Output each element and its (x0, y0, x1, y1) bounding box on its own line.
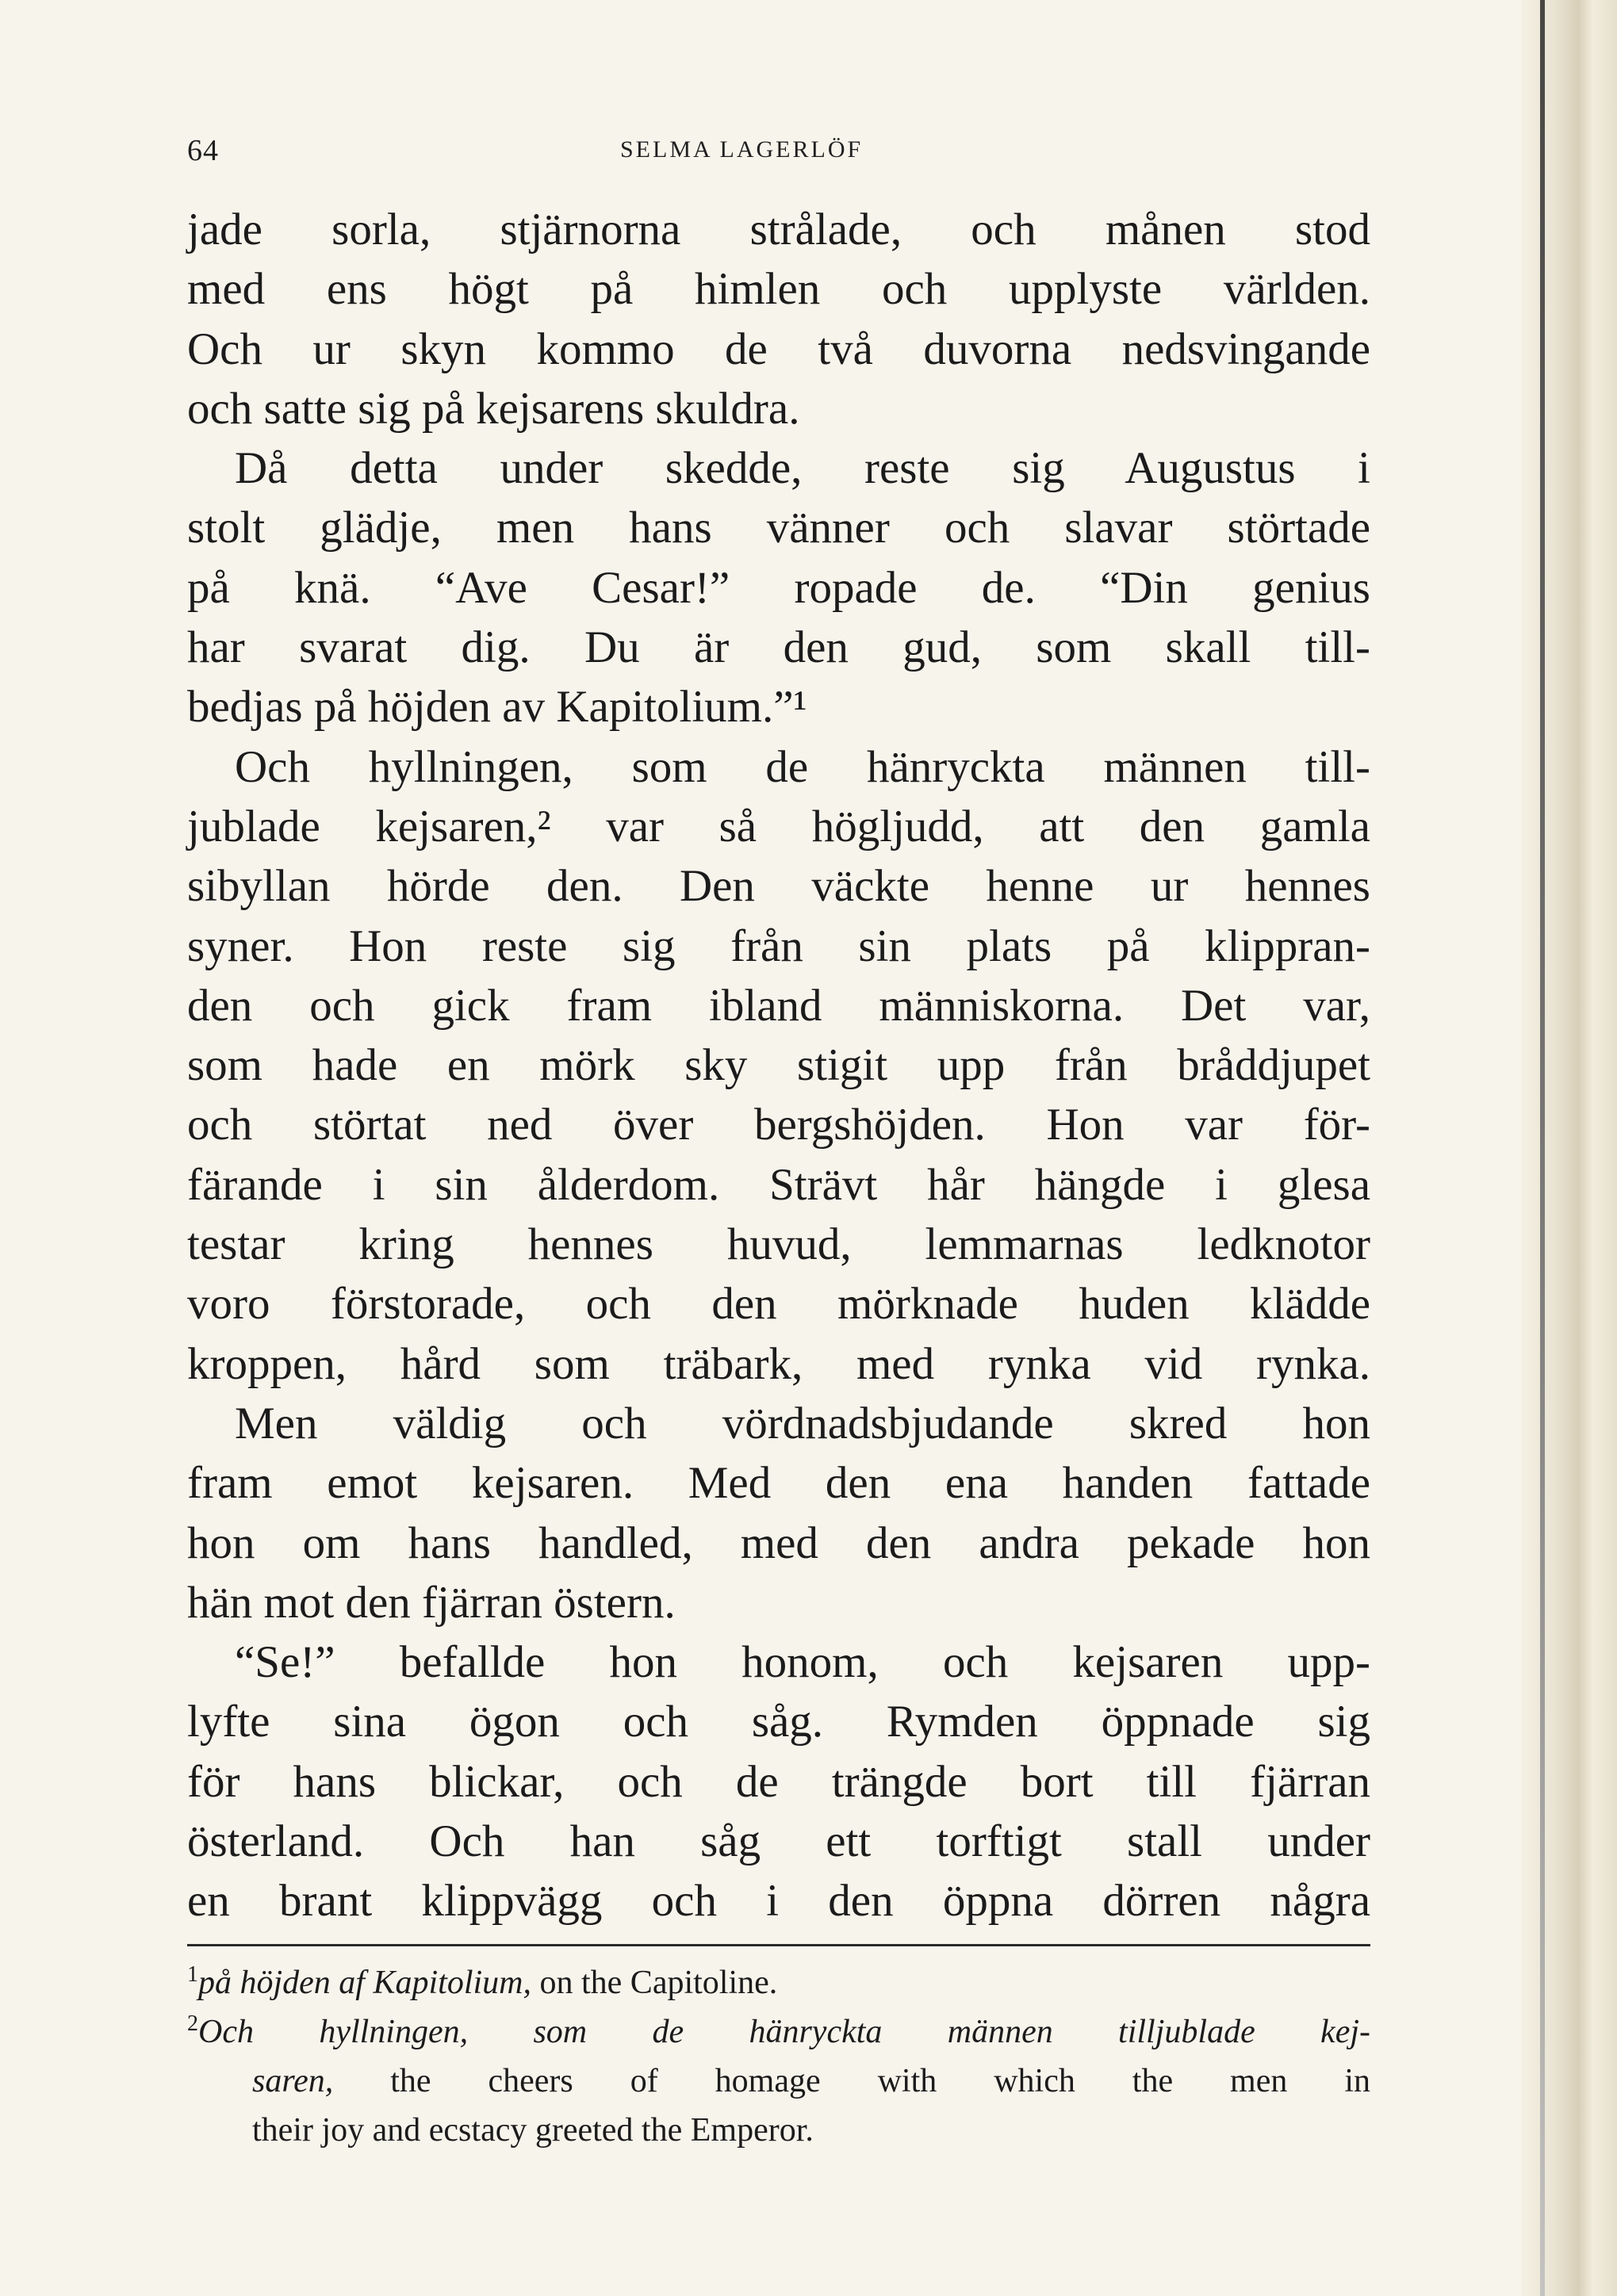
text-line: testar kring hennes huvud, lemmarnas ledknotor (187, 1219, 1370, 1270)
footnote-marker: 2 (187, 2011, 198, 2036)
text-line: jublade kejsaren,² var så högljudd, att den gamla (187, 801, 1370, 851)
footnote-term: på höjden af Kapitolium, (198, 1965, 531, 2001)
text-line: voro förstorade, och den mörknade huden klädde (187, 1279, 1370, 1330)
text-line: har svarat dig. Du är den gud, som skall till- (187, 622, 1370, 673)
text-line: stolt glädje, men hans vänner och slavar störtade (187, 503, 1370, 553)
footnote-gloss: on the Capitoline. (531, 1965, 778, 2001)
text-line: på knä. “Ave Cesar!” ropade de. “Din genius (187, 562, 1370, 613)
text-line: Men väldig och vördnadsbjudande skred hon (235, 1398, 1370, 1448)
page-binding-shadow (1540, 0, 1545, 2296)
footnote-gloss: the cheers of homage with which the men in (333, 2063, 1370, 2099)
footnote-1 (187, 1958, 1370, 2007)
text-line: hän mot den fjärran östern. (187, 1577, 676, 1628)
footnote-2-continued (187, 2057, 1370, 2106)
page-number: 64 (187, 134, 219, 167)
footnotes (187, 1958, 1370, 2155)
footnote-term: saren, (252, 2063, 334, 2099)
footnote-term: Och hyllningen, som de hänryckta männen tilljublade kej- (198, 2014, 1370, 2050)
footnote-divider (187, 1944, 1370, 1946)
text-line: Då detta under skedde, reste sig Augustus i (235, 443, 1370, 494)
text-line: hon om hans handled, med den andra pekade hon (187, 1517, 1370, 1568)
page-header (187, 133, 1370, 165)
text-line: för hans blickar, och de trängde bort till fjärran (187, 1756, 1370, 1807)
text-line: Och ur skyn kommo de två duvorna nedsvingande (187, 323, 1370, 374)
body-text (187, 200, 1370, 1931)
text-line: bedjas på höjden av Kapitolium.”¹ (187, 682, 807, 733)
text-line: kroppen, hård som träbark, med rynka vid rynka. (187, 1338, 1370, 1389)
running-head: SELMA LAGERLÖF (620, 136, 864, 163)
text-line: syner. Hon reste sig från sin plats på klippran- (187, 920, 1370, 971)
text-line: som hade en mörk sky stigit upp från bråddjupet (187, 1040, 1370, 1091)
text-line: en brant klippvägg och i den öppna dörren några (187, 1876, 1370, 1927)
text-line: “Se!” befallde hon honom, och kejsaren upp- (235, 1637, 1370, 1688)
text-line: färande i sin ålderdom. Strävt hår hängde i glesa (187, 1159, 1370, 1210)
text-line: Och hyllningen, som de hänryckta männen till- (235, 741, 1370, 792)
footnote-2-end: their joy and ecstacy greeted the Emperor. (252, 2112, 814, 2149)
page-binding-edge (1521, 0, 1617, 2296)
text-line: sibyllan hörde den. Den väckte henne ur hennes (187, 861, 1370, 912)
text-line: den och gick fram ibland människorna. Det var, (187, 980, 1370, 1031)
text-line: och störtat ned över bergshöjden. Hon var för- (187, 1100, 1370, 1150)
footnote-marker: 1 (187, 1962, 198, 1987)
text-line: och satte sig på kejsarens skuldra. (187, 383, 800, 434)
text-line: lyfte sina ögon och såg. Rymden öppnade sig (187, 1697, 1370, 1747)
text-line: jade sorla, stjärnorna strålade, och månen stod (187, 205, 1370, 254)
text-line: med ens högt på himlen och upplyste världen. (187, 264, 1370, 315)
text-line: österland. Och han såg ett torftigt stall under (187, 1816, 1370, 1867)
text-line: fram emot kejsaren. Med den ena handen fattade (187, 1458, 1370, 1509)
footnote-2 (187, 2007, 1370, 2057)
